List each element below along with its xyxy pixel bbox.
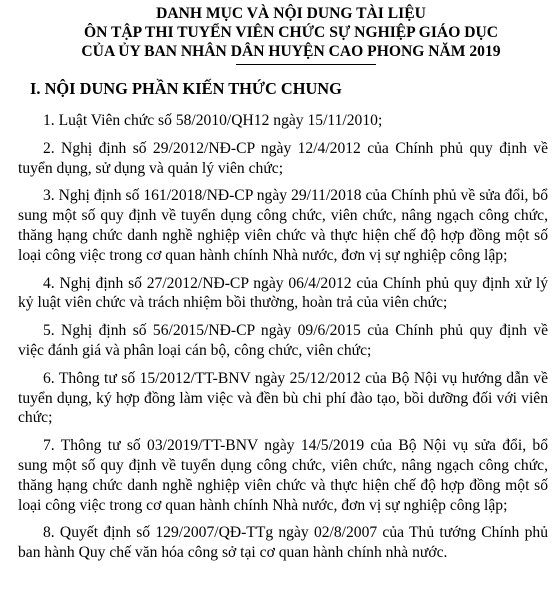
section-heading: I. NỘI DUNG PHẦN KIẾN THỨC CHUNG [30, 79, 342, 98]
document-list [18, 111, 548, 563]
title-line-3: CỦA ỦY BAN NHÂN DÂN HUYỆN CAO PHONG NĂM 2019 [81, 43, 501, 60]
list-item-3: 3. Nghị định số 161/2018/NĐ-CP ngày 29/11/2018 của Chính phủ về sửa đổi, bổ sung một số quy định về tuyển dụng công chức, viên chức, nâng ngạch công chức, thăng hạng chức danh nghề nghiệp viên chức và thực hiện chế độ hợp đồng một số loại công việc trong cơ quan hành chính Nhà nước, đơn vị sự nghiệp công lập; [18, 187, 548, 264]
list-item-8: 8. Quyết định số 129/2007/QĐ-TTg ngày 02/8/2007 của Thủ tướng Chính phủ ban hành Quy chế văn hóa công sở tại cơ quan hành chính nhà nước. [18, 524, 548, 562]
list-item-7: 7. Thông tư số 03/2019/TT-BNV ngày 14/5/2019 của Bộ Nội vụ sửa đổi, bổ sung một số quy định về tuyển dụng công chức, viên chức, nâng ngạch công chức, thăng hạng chức danh nghề nghiệp viên chức và thực hiện chế độ hợp đồng một số loại công việc trong cơ quan hành chính Nhà nước, đơn vị sự nghiệp công lập; [18, 437, 548, 514]
document-title [18, 4, 548, 61]
list-item-4: 4. Nghị định số 27/2012/NĐ-CP ngày 06/4/2012 của Chính phủ quy định xử lý kỷ luật viên chức và trách nhiệm bồi thường, hoàn trả của viên chức; [18, 274, 548, 312]
list-item-1: 1. Luật Viên chức số 58/2010/QH12 ngày 15/11/2010; [43, 112, 383, 129]
title-line-1: DANH MỤC VÀ NỘI DUNG TÀI LIỆU [156, 5, 426, 22]
list-item-2: 2. Nghị định số 29/2012/NĐ-CP ngày 12/4/2012 của Chính phủ quy định về tuyển dụng, sử dụng và quản lý viên chức; [18, 139, 548, 177]
title-line-2: ÔN TẬP THI TUYỂN VIÊN CHỨC SỰ NGHIỆP GIÁO DỤC [83, 24, 499, 41]
title-underline-divider [236, 64, 376, 65]
list-item-5: 5. Nghị định số 56/2015/NĐ-CP ngày 09/6/2015 của Chính phủ quy định về việc đánh giá và phân loại cán bộ, công chức, viên chức; [18, 322, 548, 359]
list-item-6: 6. Thông tư số 15/2012/TT-BNV ngày 25/12/2012 của Bộ Nội vụ hướng dẫn về tuyển dụng, ký hợp đồng làm việc và đền bù chi phí đào tạo, bồi dưỡng đối với viên chức; [18, 369, 548, 427]
